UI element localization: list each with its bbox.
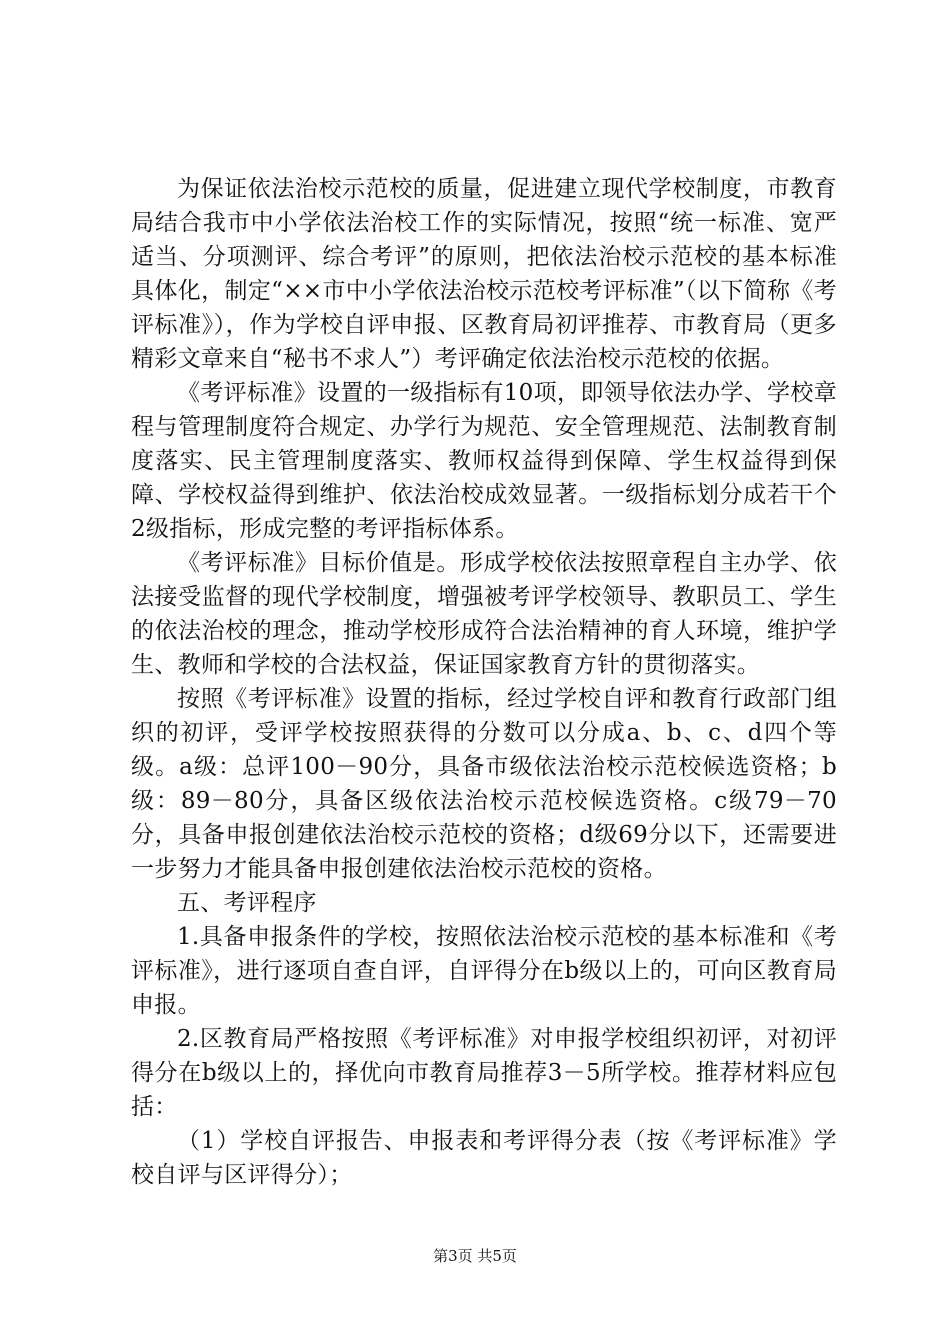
paragraph-objectives: 《考评标准》目标价值是。形成学校依法按照章程自主办学、依法接受监督的现代学校制度，增强被考评学校领导、教职员工、学生的依法治校的理念，推动学校形成符合法治精神的育人环境，维护学生、教师和学校的合法权益，保证国家教育方针的贯彻落实。	[131, 550, 837, 678]
document-body	[131, 172, 837, 1192]
list-item-1: 1.具备申报条件的学校，按照依法治校示范校的基本标准和《考评标准》，进行逐项自查自评，自评得分在b级以上的，可向区教育局申报。	[131, 924, 837, 1018]
paragraph-grading: 按照《考评标准》设置的指标，经过学校自评和教育行政部门组织的初评，受评学校按照获得的分数可以分成a、b、c、d四个等级。a级：总评100－90分，具备市级依法治校示范校候选资格；b级：89－80分，具备区级依法治校示范校候选资格。c级79－70分，具备申报创建依法治校示范校的资格；d级69分以下，还需要进一步努力才能具备申报创建依法治校示范校的资格。	[131, 686, 837, 882]
paragraph-indicators: 《考评标准》设置的一级指标有10项，即领导依法办学、学校章程与管理制度符合规定、办学行为规范、安全管理规范、法制教育制度落实、民主管理制度落实、教师权益得到保障、学生权益得到保障、学校权益得到维护、依法治校成效显著。一级指标划分成若干个2级指标，形成完整的考评指标体系。	[131, 380, 837, 542]
list-item-2-sub-1: （1）学校自评报告、申报表和考评得分表（按《考评标准》学校自评与区评得分）；	[131, 1128, 837, 1188]
section-heading: 五、考评程序	[177, 890, 317, 916]
list-item-2: 2.区教育局严格按照《考评标准》对申报学校组织初评，对初评得分在b级以上的，择优向市教育局推荐3－5所学校。推荐材料应包括：	[131, 1026, 837, 1120]
page-footer: 第3页 共5页	[433, 1247, 517, 1265]
paragraph-intro: 为保证依法治校示范校的质量，促进建立现代学校制度，市教育局结合我市中小学依法治校工作的实际情况，按照“统一标准、宽严适当、分项测评、综合考评”的原则，把依法治校示范校的基本标准具体化，制定“××市中小学依法治校示范校考评标准”（以下简称《考评标准》），作为学校自评申报、区教育局初评推荐、市教育局（更多精彩文章来自“秘书不求人”）考评确定依法治校示范校的依据。	[131, 176, 837, 372]
